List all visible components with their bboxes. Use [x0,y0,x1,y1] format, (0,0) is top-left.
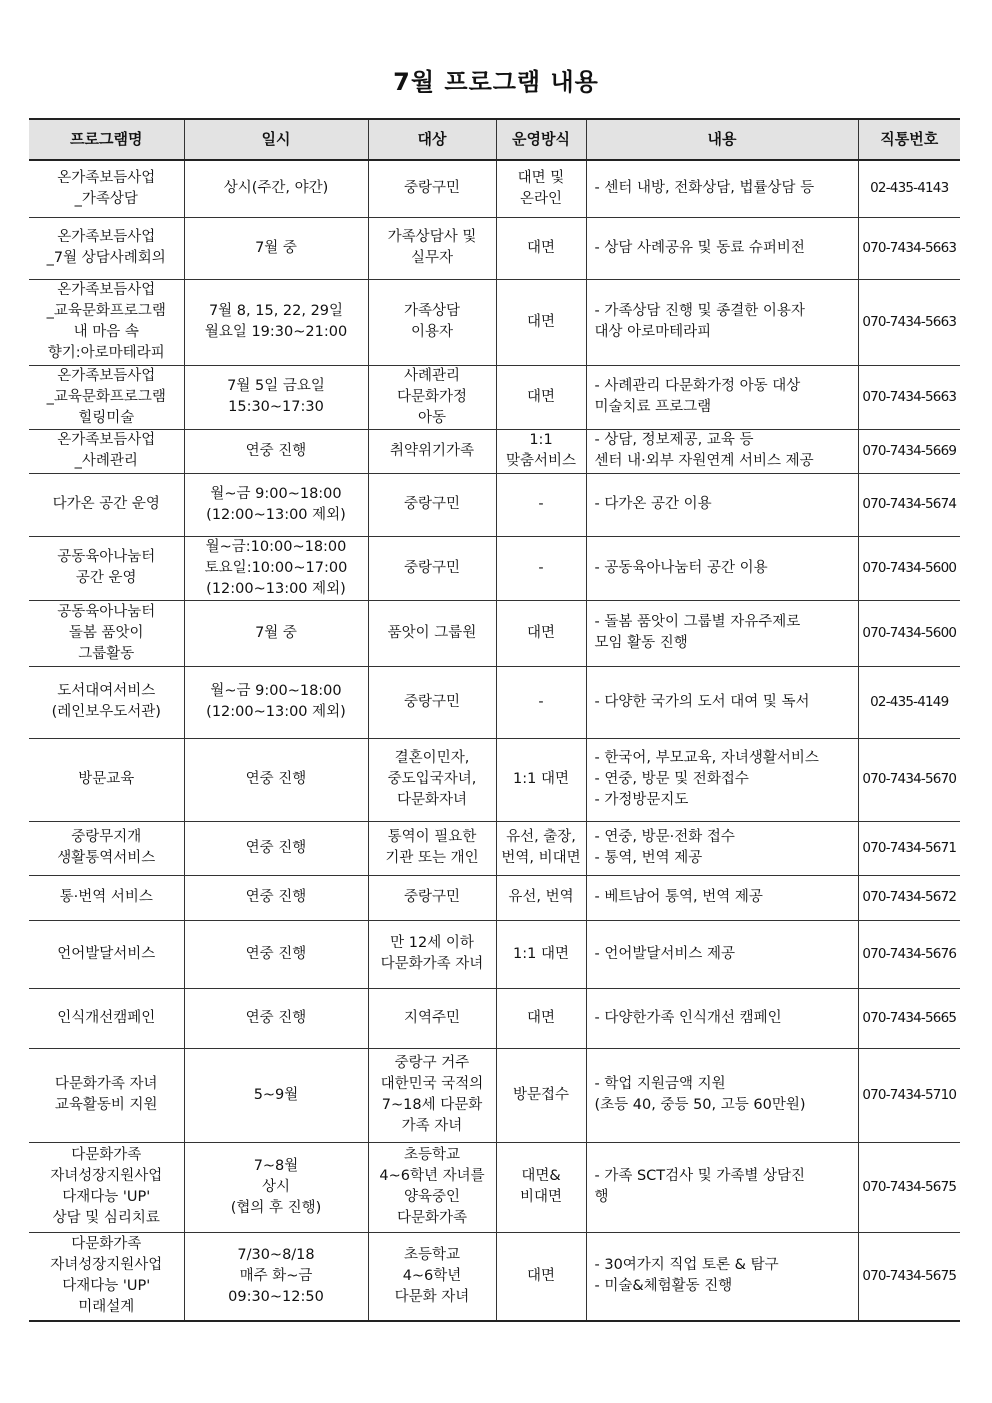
content-cell [586,365,858,429]
date-cell-text: 5~9월 [253,1086,299,1103]
header-program-name: 프로그램명 [29,119,184,160]
phone-cell [858,1048,960,1142]
date-cell [184,473,368,536]
date-cell [184,365,368,429]
program-name-cell-text: 다가온 공간 운영 [52,496,160,512]
target-cell [368,279,496,365]
content-line: - 센터 내방, 전화상담, 법률상담 등 [594,180,815,197]
method-cell-text: 대면 및 온라인 [517,169,565,207]
target-cell-text: 중랑구민 [403,559,461,576]
program-name-cell-text: 인식개선캠페인 [57,1009,156,1026]
table-row [29,217,960,279]
target-cell [368,1142,496,1232]
content-line: - 연중, 방문·전화 접수 [594,829,735,845]
content-cell [586,217,858,279]
method-cell-text: 대면 [526,1009,555,1026]
target-cell-text: 중랑구민 [403,889,461,905]
date-cell [184,279,368,365]
target-cell-text: 통역이 필요한 기관 또는 개인 [385,829,479,866]
date-cell [184,875,368,920]
date-cell-text: 7월 중 [255,624,297,641]
method-cell-text: 유선, 출장, 번역, 비대면 [501,829,581,866]
date-cell [184,217,368,279]
method-cell-text: 1:1 대면 [513,945,569,962]
header-target: 대상 [368,119,496,160]
content-cell [586,666,858,738]
date-cell-text: 7월 8, 15, 22, 29일 월요일 19:30~21:00 [204,303,348,340]
table-row [29,473,960,536]
target-cell [368,536,496,600]
program-name-cell-text: 온가족보듬사업 _7월 상담사례회의 [46,229,166,266]
target-cell-text: 중랑구민 [403,693,461,710]
program-name-cell-text: 온가족보듬사업 _교육문화프로그램 내 마음 속 향기:아로마테라피 [46,282,166,361]
date-cell [184,821,368,875]
date-cell-text: 7월 5일 금요일 15:30~17:30 [227,378,325,415]
program-name-cell-text: 다문화가족 자녀성장지원사업 다재다능 'UP' 미래설계 [50,1236,163,1316]
content-line: - 베트남어 통역, 번역 제공 [594,889,763,905]
target-cell-text: 품앗이 그룹원 [387,624,477,641]
method-cell-text: 1:1 맞춤서비스 [505,432,577,469]
content-line: - 가족 SCT검사 및 가족별 상담진 행 [594,1168,806,1205]
method-cell-text: 대면& 비대면 [519,1168,563,1205]
method-cell-text: 대면 [526,313,555,330]
table-row [29,988,960,1048]
date-cell-text: 7~8월 상시 (협의 후 진행) [230,1157,322,1216]
phone-cell [858,875,960,920]
method-cell [496,875,586,920]
program-name-cell-text: 다문화가족 자녀 교육활동비 지원 [54,1076,158,1113]
table-row [29,429,960,473]
header-method: 운영방식 [496,119,586,160]
content-cell [586,429,858,473]
content-line: - 사례관리 다문화가정 아동 대상 미술치료 프로그램 [594,378,801,415]
method-cell-text: 대면 [526,239,555,256]
table-row [29,279,960,365]
program-table [29,118,960,1322]
program-name-cell [29,473,184,536]
program-name-cell [29,920,184,988]
date-cell [184,988,368,1048]
phone-cell [858,473,960,536]
date-cell [184,160,368,217]
method-cell-text: - [538,693,544,710]
content-cell [586,988,858,1048]
program-name-cell-text: 온가족보듬사업 _교육문화프로그램 힐링미술 [46,367,166,426]
method-cell [496,821,586,875]
phone-cell-text: 070-7434-5663 [862,313,957,330]
date-cell [184,1232,368,1321]
phone-cell [858,988,960,1048]
content-line: - 공동육아나눔터 공간 이용 [594,559,768,576]
table-row [29,738,960,821]
header-date: 일시 [184,119,368,160]
method-cell-text: 대면 [526,1267,555,1284]
method-cell [496,217,586,279]
target-cell-text: 가족상담 이용자 [403,303,461,340]
method-cell-text: - [538,496,544,512]
phone-cell [858,365,960,429]
target-cell-text: 취약위기가족 [389,442,475,459]
target-cell [368,1048,496,1142]
table-row [29,1232,960,1321]
program-name-cell [29,666,184,738]
method-cell [496,1142,586,1232]
program-name-cell-text: 중랑무지개 생활통역서비스 [57,829,156,866]
method-cell [496,429,586,473]
phone-cell [858,1142,960,1232]
date-cell [184,666,368,738]
phone-cell [858,920,960,988]
content-cell [586,473,858,536]
date-cell [184,1048,368,1142]
method-cell [496,920,586,988]
phone-cell-text: 070-7434-5670 [862,771,957,787]
content-line: - 학업 지원금액 지원 (초등 40, 중등 50, 고등 60만원) [594,1076,806,1113]
method-cell [496,160,586,217]
phone-cell-text: 070-7434-5600 [862,559,957,576]
target-cell [368,473,496,536]
phone-cell [858,600,960,666]
program-name-cell [29,429,184,473]
target-cell [368,920,496,988]
content-cell [586,920,858,988]
date-cell-text: 월~금 9:00~18:00 (12:00~13:00 제외) [206,485,346,523]
phone-cell-text: 070-7434-5663 [862,388,957,405]
phone-cell-text: 070-7434-5675 [862,1267,957,1284]
method-cell [496,536,586,600]
program-name-cell-text: 통·번역 서비스 [59,889,153,905]
program-name-cell-text: 도서대여서비스 (레인보우도서관) [51,683,161,720]
table-row [29,160,960,217]
content-cell [586,1142,858,1232]
content-line: - 가정방문지도 [594,792,689,808]
content-line: - 한국어, 부모교육, 자녀생활서비스 [594,750,819,766]
target-cell-text: 초등학교 4~6학년 자녀를 양육중인 다문화가족 [379,1147,485,1226]
target-cell [368,738,496,821]
method-cell [496,365,586,429]
date-cell-text: 월~금 9:00~18:00 (12:00~13:00 제외) [206,683,346,720]
method-cell [496,473,586,536]
phone-cell [858,821,960,875]
target-cell-text: 중랑구 거주 대한민국 국적의 7~18세 다문화 가족 자녀 [380,1055,484,1134]
method-cell [496,988,586,1048]
date-cell [184,738,368,821]
date-cell [184,600,368,666]
content-cell [586,1232,858,1321]
content-line: - 다가온 공간 이용 [594,496,712,512]
phone-cell [858,1232,960,1321]
table-row [29,821,960,875]
program-name-cell [29,738,184,821]
target-cell [368,600,496,666]
content-cell [586,600,858,666]
method-cell [496,279,586,365]
phone-cell-text: 070-7434-5672 [862,889,957,905]
program-name-cell [29,217,184,279]
method-cell [496,600,586,666]
target-cell [368,365,496,429]
phone-cell-text: 070-7434-5669 [862,442,957,459]
date-cell-text: 7/30~8/18 매주 화~금 09:30~12:50 [228,1246,324,1305]
phone-cell-text: 070-7434-5675 [862,1178,957,1195]
phone-cell-text: 02-435-4143 [870,180,949,197]
target-cell [368,160,496,217]
target-cell [368,875,496,920]
table-row [29,875,960,920]
header-content: 내용 [586,119,858,160]
date-cell [184,536,368,600]
phone-cell-text: 070-7434-5710 [862,1086,957,1103]
target-cell-text: 가족상담사 및 실무자 [387,229,477,266]
target-cell-text: 결혼이민자, 중도입국자녀, 다문화자녀 [387,750,477,808]
target-cell-text: 사례관리 다문화가정 아동 [396,367,468,426]
table-header-row [29,119,960,160]
method-cell-text: - [538,559,544,576]
target-cell [368,666,496,738]
program-name-cell [29,1048,184,1142]
method-cell [496,738,586,821]
table-row [29,1142,960,1232]
content-line: - 상담 사례공유 및 동료 슈퍼비전 [594,239,805,256]
date-cell-text: 7월 중 [255,239,297,256]
phone-cell-text: 070-7434-5663 [862,239,957,256]
target-cell [368,1232,496,1321]
program-name-cell [29,279,184,365]
method-cell [496,1232,586,1321]
program-name-cell-text: 다문화가족 자녀성장지원사업 다재다능 'UP' 상담 및 심리치료 [50,1147,163,1226]
phone-cell-text: 070-7434-5676 [862,945,957,962]
target-cell-text: 만 12세 이하 다문화가족 자녀 [380,935,484,972]
method-cell-text: 1:1 대면 [513,771,569,787]
program-name-cell [29,1142,184,1232]
phone-cell [858,738,960,821]
date-cell [184,1142,368,1232]
content-cell [586,821,858,875]
content-cell [586,875,858,920]
program-name-cell [29,365,184,429]
method-cell-text: 유선, 번역 [508,889,574,905]
content-line: - 상담, 정보제공, 교육 등 센터 내·외부 자원연계 서비스 제공 [594,432,814,469]
content-cell [586,160,858,217]
phone-cell-text: 070-7434-5674 [862,496,957,512]
content-line: - 돌봄 품앗이 그룹별 자유주제로 모임 활동 진행 [594,614,801,651]
date-cell-text: 상시(주간, 야간) [223,180,329,197]
date-cell-text: 연중 진행 [245,945,307,962]
method-cell-text: 대면 [526,388,555,405]
program-name-cell-text: 온가족보듬사업 _사례관리 [57,432,156,469]
program-name-cell [29,988,184,1048]
program-name-cell-text: 방문교육 [78,771,135,787]
table-row [29,920,960,988]
target-cell-text: 중랑구민 [403,180,461,197]
date-cell [184,920,368,988]
method-cell [496,666,586,738]
content-line: - 가족상담 진행 및 종결한 이용자 대상 아로마테라피 [594,303,805,340]
method-cell-text: 대면 [526,624,555,641]
content-line: - 언어발달서비스 제공 [594,945,736,962]
program-name-cell-text: 온가족보듬사업 _가족상담 [57,169,156,207]
table-row [29,365,960,429]
target-cell [368,217,496,279]
page-title: 7월 프로그램 내용 [393,68,599,96]
date-cell-text: 연중 진행 [245,771,307,787]
program-name-cell [29,875,184,920]
phone-cell-text: 070-7434-5600 [862,624,957,641]
phone-cell [858,429,960,473]
phone-cell [858,279,960,365]
target-cell-text: 중랑구민 [403,496,461,512]
phone-cell-text: 070-7434-5665 [862,1009,957,1026]
program-name-cell-text: 공동육아나눔터 돌봄 품앗이 그룹활동 [57,603,156,662]
table-row [29,600,960,666]
target-cell [368,429,496,473]
method-cell-text: 방문접수 [512,1086,570,1103]
phone-cell [858,160,960,217]
date-cell-text: 연중 진행 [245,889,307,905]
content-line: - 연중, 방문 및 전화접수 [594,771,749,787]
phone-cell-text: 02-435-4149 [870,693,949,710]
table-row [29,666,960,738]
content-line: - 통역, 번역 제공 [594,850,703,866]
program-name-cell-text: 언어발달서비스 [57,945,156,962]
program-name-cell [29,1232,184,1321]
method-cell [496,1048,586,1142]
program-name-cell [29,821,184,875]
date-cell [184,429,368,473]
target-cell [368,988,496,1048]
content-line: - 다양한 국가의 도서 대여 및 독서 [594,693,810,710]
content-cell [586,738,858,821]
header-phone: 직통번호 [858,119,960,160]
target-cell-text: 지역주민 [403,1009,461,1026]
phone-cell [858,666,960,738]
program-name-cell-text: 공동육아나눔터 공간 운영 [57,549,156,586]
content-line: - 미술&체험활동 진행 [594,1278,733,1295]
phone-cell [858,536,960,600]
content-line: - 30여가지 직업 토론 & 탐구 [594,1257,779,1274]
content-cell [586,279,858,365]
program-name-cell [29,160,184,217]
table-row [29,536,960,600]
date-cell-text: 월~금:10:00~18:00 토요일:10:00~17:00 (12:00~13:00 제외) [204,538,348,597]
content-cell [586,1048,858,1142]
content-cell [586,536,858,600]
content-line: - 다양한가족 인식개선 캠페인 [594,1009,782,1026]
target-cell-text: 초등학교 4~6학년 다문화 자녀 [394,1246,470,1305]
program-name-cell [29,536,184,600]
target-cell [368,821,496,875]
program-name-cell [29,600,184,666]
phone-cell-text: 070-7434-5671 [862,839,957,856]
date-cell-text: 연중 진행 [245,442,307,459]
table-row [29,1048,960,1142]
date-cell-text: 연중 진행 [245,1009,307,1026]
date-cell-text: 연중 진행 [245,839,307,856]
phone-cell [858,217,960,279]
